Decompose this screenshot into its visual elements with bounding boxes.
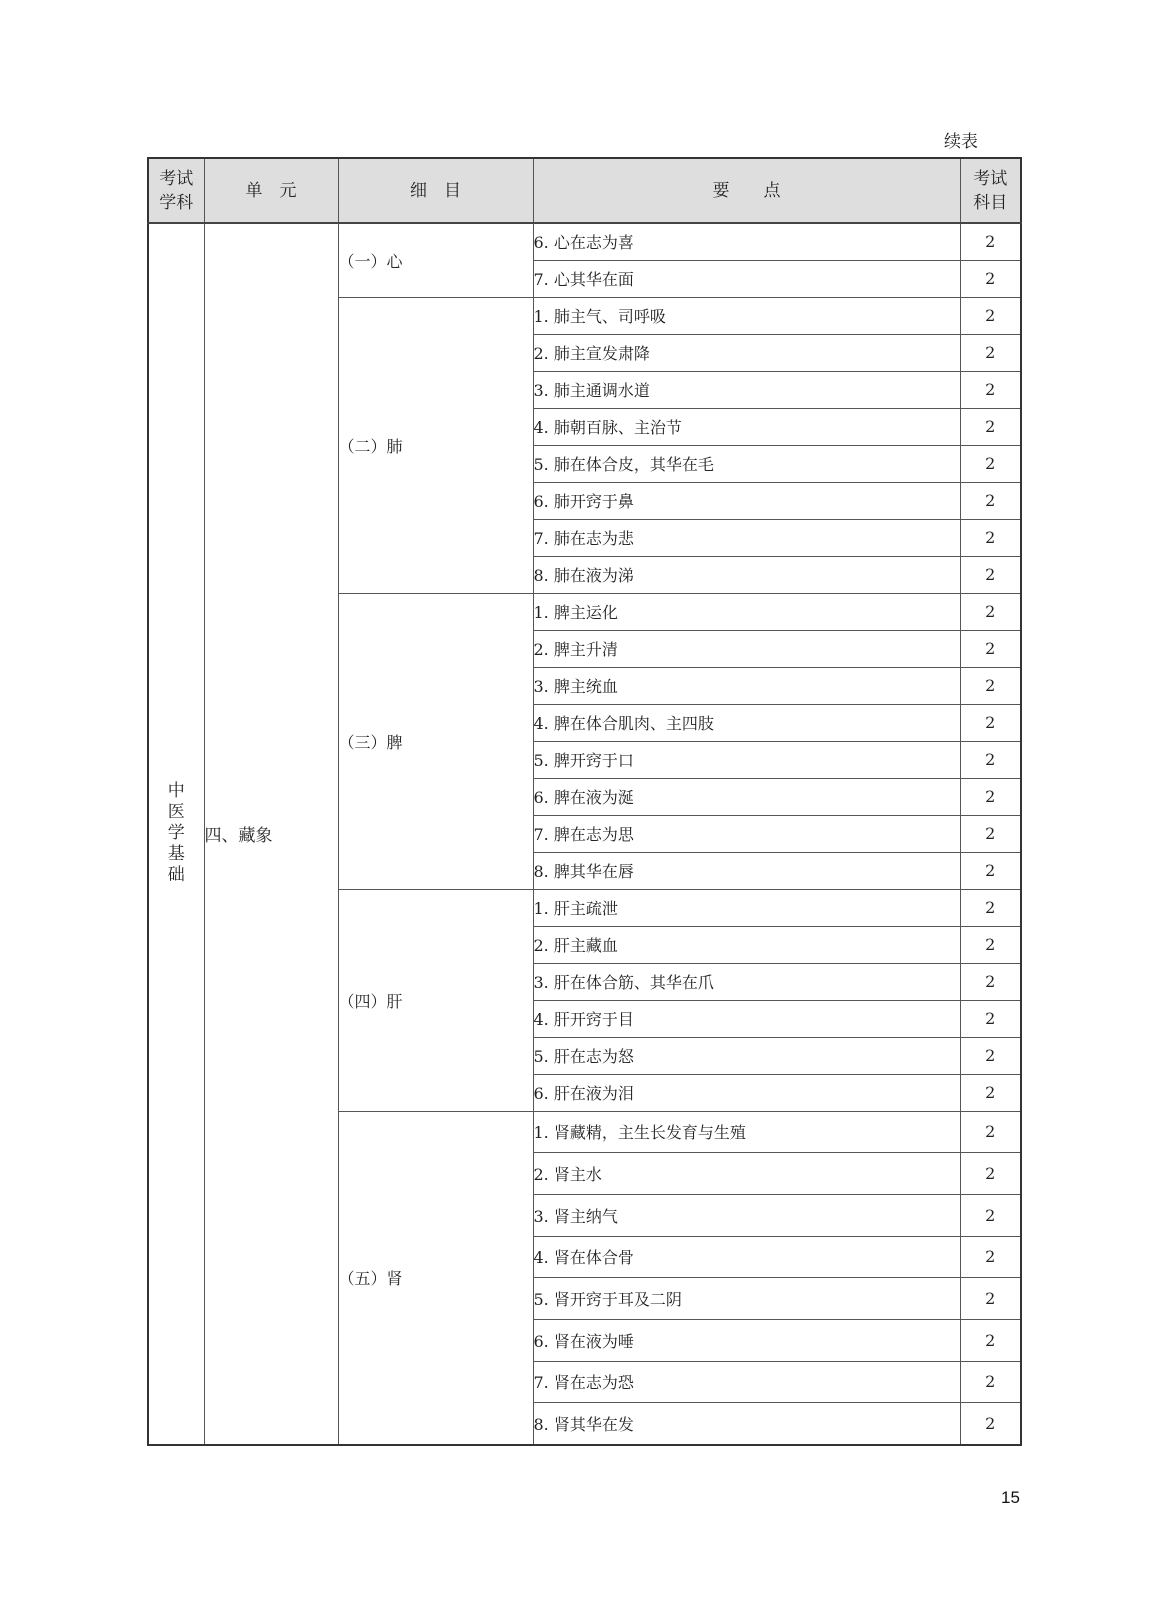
header-point: 要 点	[533, 158, 960, 223]
continued-table-label: 续表	[944, 132, 978, 152]
syllabus-table	[147, 157, 1022, 1446]
score-cell: 2	[960, 482, 1021, 519]
score-cell: 2	[960, 1074, 1021, 1111]
point-cell: 2. 肺主宣发肃降	[533, 334, 960, 371]
score-cell: 2	[960, 1194, 1021, 1236]
score-cell: 2	[960, 1111, 1021, 1153]
score-cell: 2	[960, 445, 1021, 482]
point-cell: 8. 肾其华在发	[533, 1403, 960, 1445]
point-cell: 1. 肝主疏泄	[533, 889, 960, 926]
point-cell: 7. 肾在志为恐	[533, 1361, 960, 1403]
score-cell: 2	[960, 371, 1021, 408]
score-cell: 2	[960, 741, 1021, 778]
score-cell: 2	[960, 260, 1021, 297]
score-cell: 2	[960, 1037, 1021, 1074]
score-cell: 2	[960, 1361, 1021, 1403]
score-cell: 2	[960, 1153, 1021, 1195]
point-cell: 3. 脾主统血	[533, 667, 960, 704]
score-cell: 2	[960, 815, 1021, 852]
point-cell: 5. 肺在体合皮，其华在毛	[533, 445, 960, 482]
point-cell: 6. 脾在液为涎	[533, 778, 960, 815]
score-cell: 2	[960, 593, 1021, 630]
point-cell: 3. 肾主纳气	[533, 1194, 960, 1236]
score-cell: 2	[960, 1278, 1021, 1320]
page-number: 15	[1001, 1488, 1020, 1507]
detail-cell-lung: （二）肺	[338, 297, 533, 593]
score-cell: 2	[960, 1319, 1021, 1361]
point-cell: 7. 脾在志为思	[533, 815, 960, 852]
point-cell: 7. 肺在志为悲	[533, 519, 960, 556]
score-cell: 2	[960, 852, 1021, 889]
point-cell: 8. 肺在液为涕	[533, 556, 960, 593]
header-detail: 细 目	[338, 158, 533, 223]
point-cell: 1. 肺主气、司呼吸	[533, 297, 960, 334]
score-cell: 2	[960, 1236, 1021, 1278]
point-cell: 2. 肾主水	[533, 1153, 960, 1195]
score-cell: 2	[960, 223, 1021, 260]
detail-cell-spleen: （三）脾	[338, 593, 533, 889]
score-cell: 2	[960, 1000, 1021, 1037]
score-cell: 2	[960, 408, 1021, 445]
score-cell: 2	[960, 519, 1021, 556]
unit-cell: 四、藏象	[204, 223, 338, 1445]
point-cell: 5. 肾开窍于耳及二阴	[533, 1278, 960, 1320]
point-cell: 4. 肺朝百脉、主治节	[533, 408, 960, 445]
score-cell: 2	[960, 667, 1021, 704]
score-cell: 2	[960, 778, 1021, 815]
header-unit: 单 元	[204, 158, 338, 223]
point-cell: 5. 肝在志为怒	[533, 1037, 960, 1074]
score-cell: 2	[960, 1403, 1021, 1445]
point-cell: 6. 肺开窍于鼻	[533, 482, 960, 519]
point-cell: 8. 脾其华在唇	[533, 852, 960, 889]
point-cell: 4. 脾在体合肌肉、主四肢	[533, 704, 960, 741]
detail-cell-liver: （四）肝	[338, 889, 533, 1111]
score-cell: 2	[960, 334, 1021, 371]
table-row	[148, 223, 1021, 260]
point-cell: 6. 心在志为喜	[533, 223, 960, 260]
point-cell: 7. 心其华在面	[533, 260, 960, 297]
point-cell: 4. 肾在体合骨	[533, 1236, 960, 1278]
point-cell: 6. 肾在液为唾	[533, 1319, 960, 1361]
detail-cell-heart: （一）心	[338, 223, 533, 297]
point-cell: 1. 脾主运化	[533, 593, 960, 630]
header-subject: 考试学科	[148, 158, 204, 223]
point-cell: 6. 肝在液为泪	[533, 1074, 960, 1111]
point-cell: 5. 脾开窍于口	[533, 741, 960, 778]
point-cell: 2. 肝主藏血	[533, 926, 960, 963]
point-cell: 4. 肝开窍于目	[533, 1000, 960, 1037]
score-cell: 2	[960, 630, 1021, 667]
point-cell: 1. 肾藏精，主生长发育与生殖	[533, 1111, 960, 1153]
score-cell: 2	[960, 963, 1021, 1000]
point-cell: 3. 肺主通调水道	[533, 371, 960, 408]
score-cell: 2	[960, 556, 1021, 593]
table-header-row	[148, 158, 1021, 223]
point-cell: 2. 脾主升清	[533, 630, 960, 667]
score-cell: 2	[960, 704, 1021, 741]
subject-cell: 中医学基础	[148, 223, 204, 1445]
score-cell: 2	[960, 297, 1021, 334]
point-cell: 3. 肝在体合筋、其华在爪	[533, 963, 960, 1000]
score-cell: 2	[960, 889, 1021, 926]
detail-cell-kidney: （五）肾	[338, 1111, 533, 1445]
header-exam: 考试科目	[960, 158, 1021, 223]
score-cell: 2	[960, 926, 1021, 963]
